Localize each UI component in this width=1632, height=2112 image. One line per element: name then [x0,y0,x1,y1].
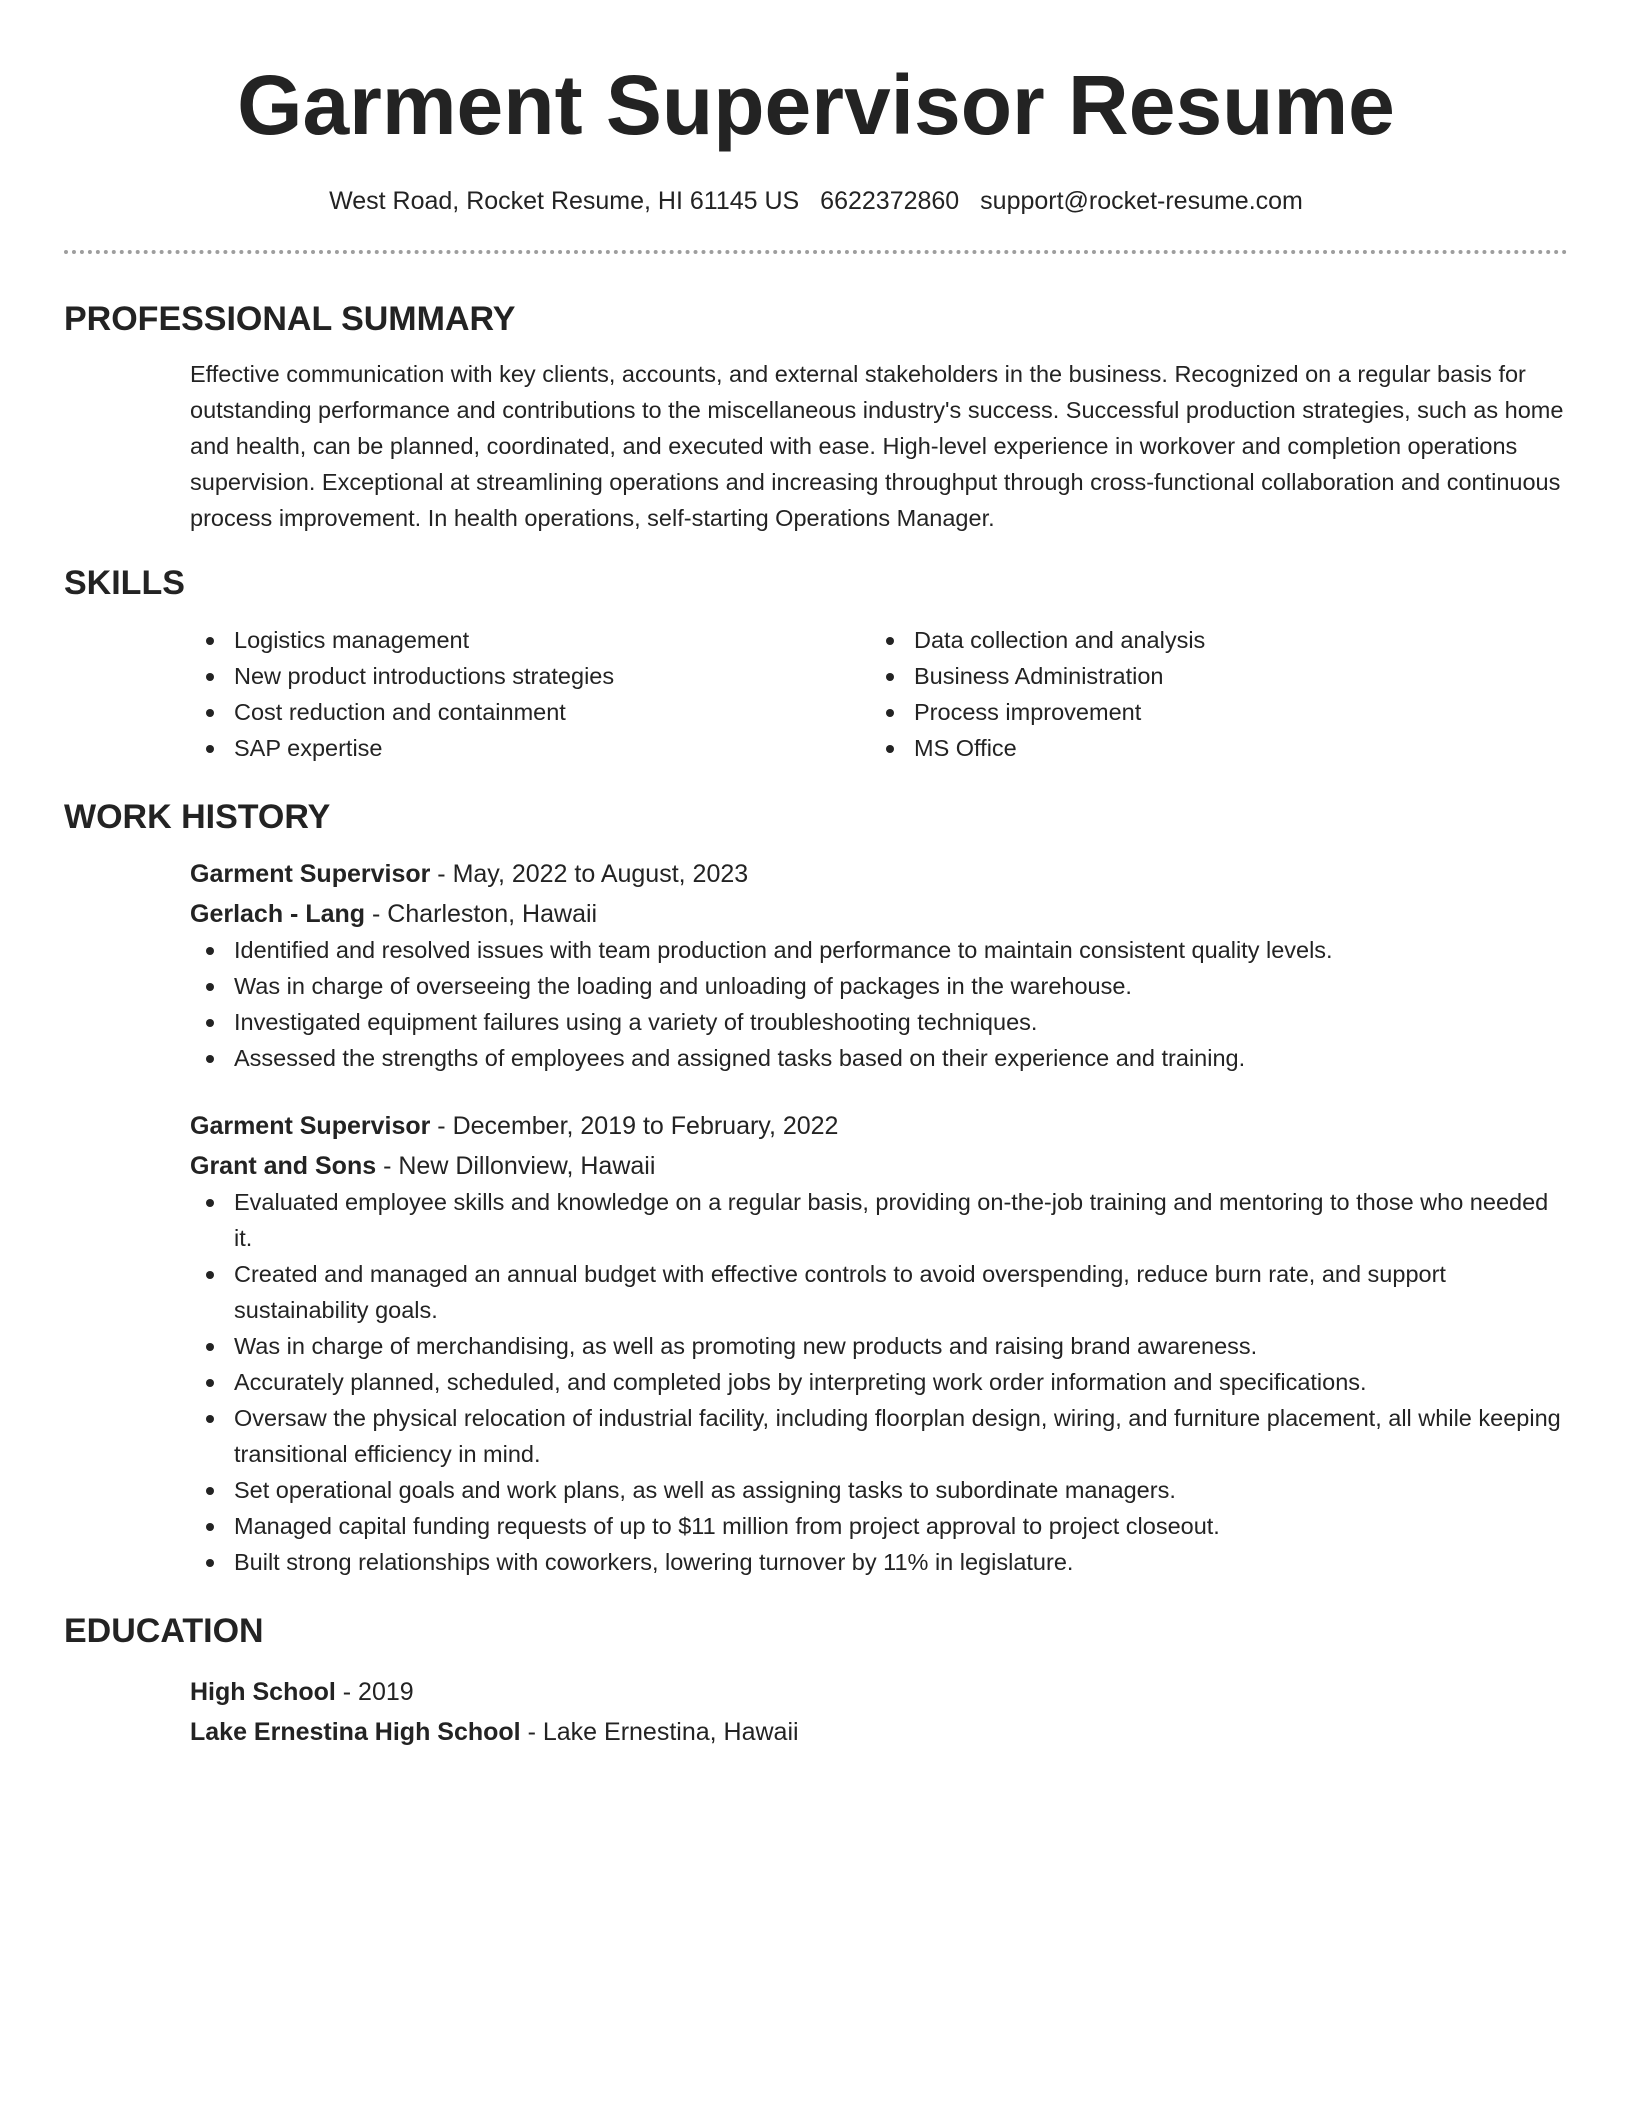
summary-text: Effective communication with key clients, accounts, and external stakeholders in the business. Recognized on a regular basis for outstanding performance and contributions to the miscellaneous industry's success. Successful production strategies, such as home and health, can be planned, coordinated, and executed with ease. High-level experience in workover and completion operations supervision. Exceptional at streamlining operations and increasing throughput through cross-functional collaboration and continuous process improvement. In health operations, self-starting Operations Manager. [190,361,1564,531]
job-duties [190,932,1568,1076]
contact-address: West Road, Rocket Resume, HI 61145 US [329,187,800,215]
job-duty: Managed capital funding requests of up to $11 million from project approval to project closeout. [190,1508,1568,1544]
job-duty: Evaluated employee skills and knowledge on a regular basis, providing on-the-job training and mentoring to those who needed it. [190,1184,1568,1256]
job-duty: Built strong relationships with coworkers, lowering turnover by 11% in legislature. [190,1544,1568,1580]
skill-item: Logistics management [190,622,870,658]
skills-column-right [870,622,1550,766]
education-year: - 2019 [335,1678,414,1706]
job-role-line [190,856,1568,892]
job-role: Garment Supervisor [190,860,431,888]
resume-page [64,0,1568,1750]
education-location: - Lake Ernestina, Hawaii [520,1718,799,1746]
job-duty: Identified and resolved issues with team production and performance to maintain consistent quality levels. [190,932,1568,968]
education-degree: High School [190,1678,336,1706]
job-duty: Set operational goals and work plans, as well as assigning tasks to subordinate managers. [190,1472,1568,1508]
job-duty: Was in charge of merchandising, as well as promoting new products and raising brand awareness. [190,1328,1568,1364]
skill-item: Business Administration [870,658,1550,694]
job-duty: Oversaw the physical relocation of industrial facility, including floorplan design, wiring, and furniture placement, all while keeping transitional efficiency in mind. [190,1400,1568,1472]
job-entry [190,1108,1568,1580]
work-history-heading: WORK HISTORY [64,798,331,836]
resume-title: Garment Supervisor Resume [237,58,1395,152]
job-dates: - December, 2019 to February, 2022 [430,1112,839,1140]
education-heading: EDUCATION [64,1612,264,1650]
job-duty: Accurately planned, scheduled, and completed jobs by interpreting work order information and specifications. [190,1364,1568,1400]
job-entry [190,856,1568,1076]
summary-heading: PROFESSIONAL SUMMARY [64,300,516,338]
skills-list [190,622,1568,766]
skill-item: Cost reduction and containment [190,694,870,730]
contact-email: support@rocket-resume.com [980,187,1303,215]
job-duty: Was in charge of overseeing the loading and unloading of packages in the warehouse. [190,968,1568,1004]
skill-item: New product introductions strategies [190,658,870,694]
job-dates: - May, 2022 to August, 2023 [430,860,749,888]
job-company-line [190,1148,1568,1184]
skills-column-left [190,622,870,766]
contact-info [64,184,1568,218]
job-role-line [190,1108,1568,1144]
job-duties [190,1184,1568,1580]
skill-item: MS Office [870,730,1550,766]
skill-item: Data collection and analysis [870,622,1550,658]
job-company: Gerlach - Lang [190,900,366,928]
job-company: Grant and Sons [190,1152,377,1180]
skill-item: Process improvement [870,694,1550,730]
education-entry [190,1674,1568,1750]
skill-item: SAP expertise [190,730,870,766]
job-duty: Investigated equipment failures using a variety of troubleshooting techniques. [190,1004,1568,1040]
skills-heading: SKILLS [64,564,185,602]
job-duty: Created and managed an annual budget with effective controls to avoid overspending, reduce burn rate, and support sustainability goals. [190,1256,1568,1328]
education-school-line [190,1714,1568,1750]
education-degree-line [190,1674,1568,1710]
job-location: - Charleston, Hawaii [365,900,598,928]
education-school: Lake Ernestina High School [190,1718,521,1746]
contact-phone: 6622372860 [820,187,960,215]
job-role: Garment Supervisor [190,1112,431,1140]
job-duty: Assessed the strengths of employees and assigned tasks based on their experience and training. [190,1040,1568,1076]
job-company-line [190,896,1568,932]
job-location: - New Dillonview, Hawaii [376,1152,656,1180]
header-divider [64,250,1568,254]
